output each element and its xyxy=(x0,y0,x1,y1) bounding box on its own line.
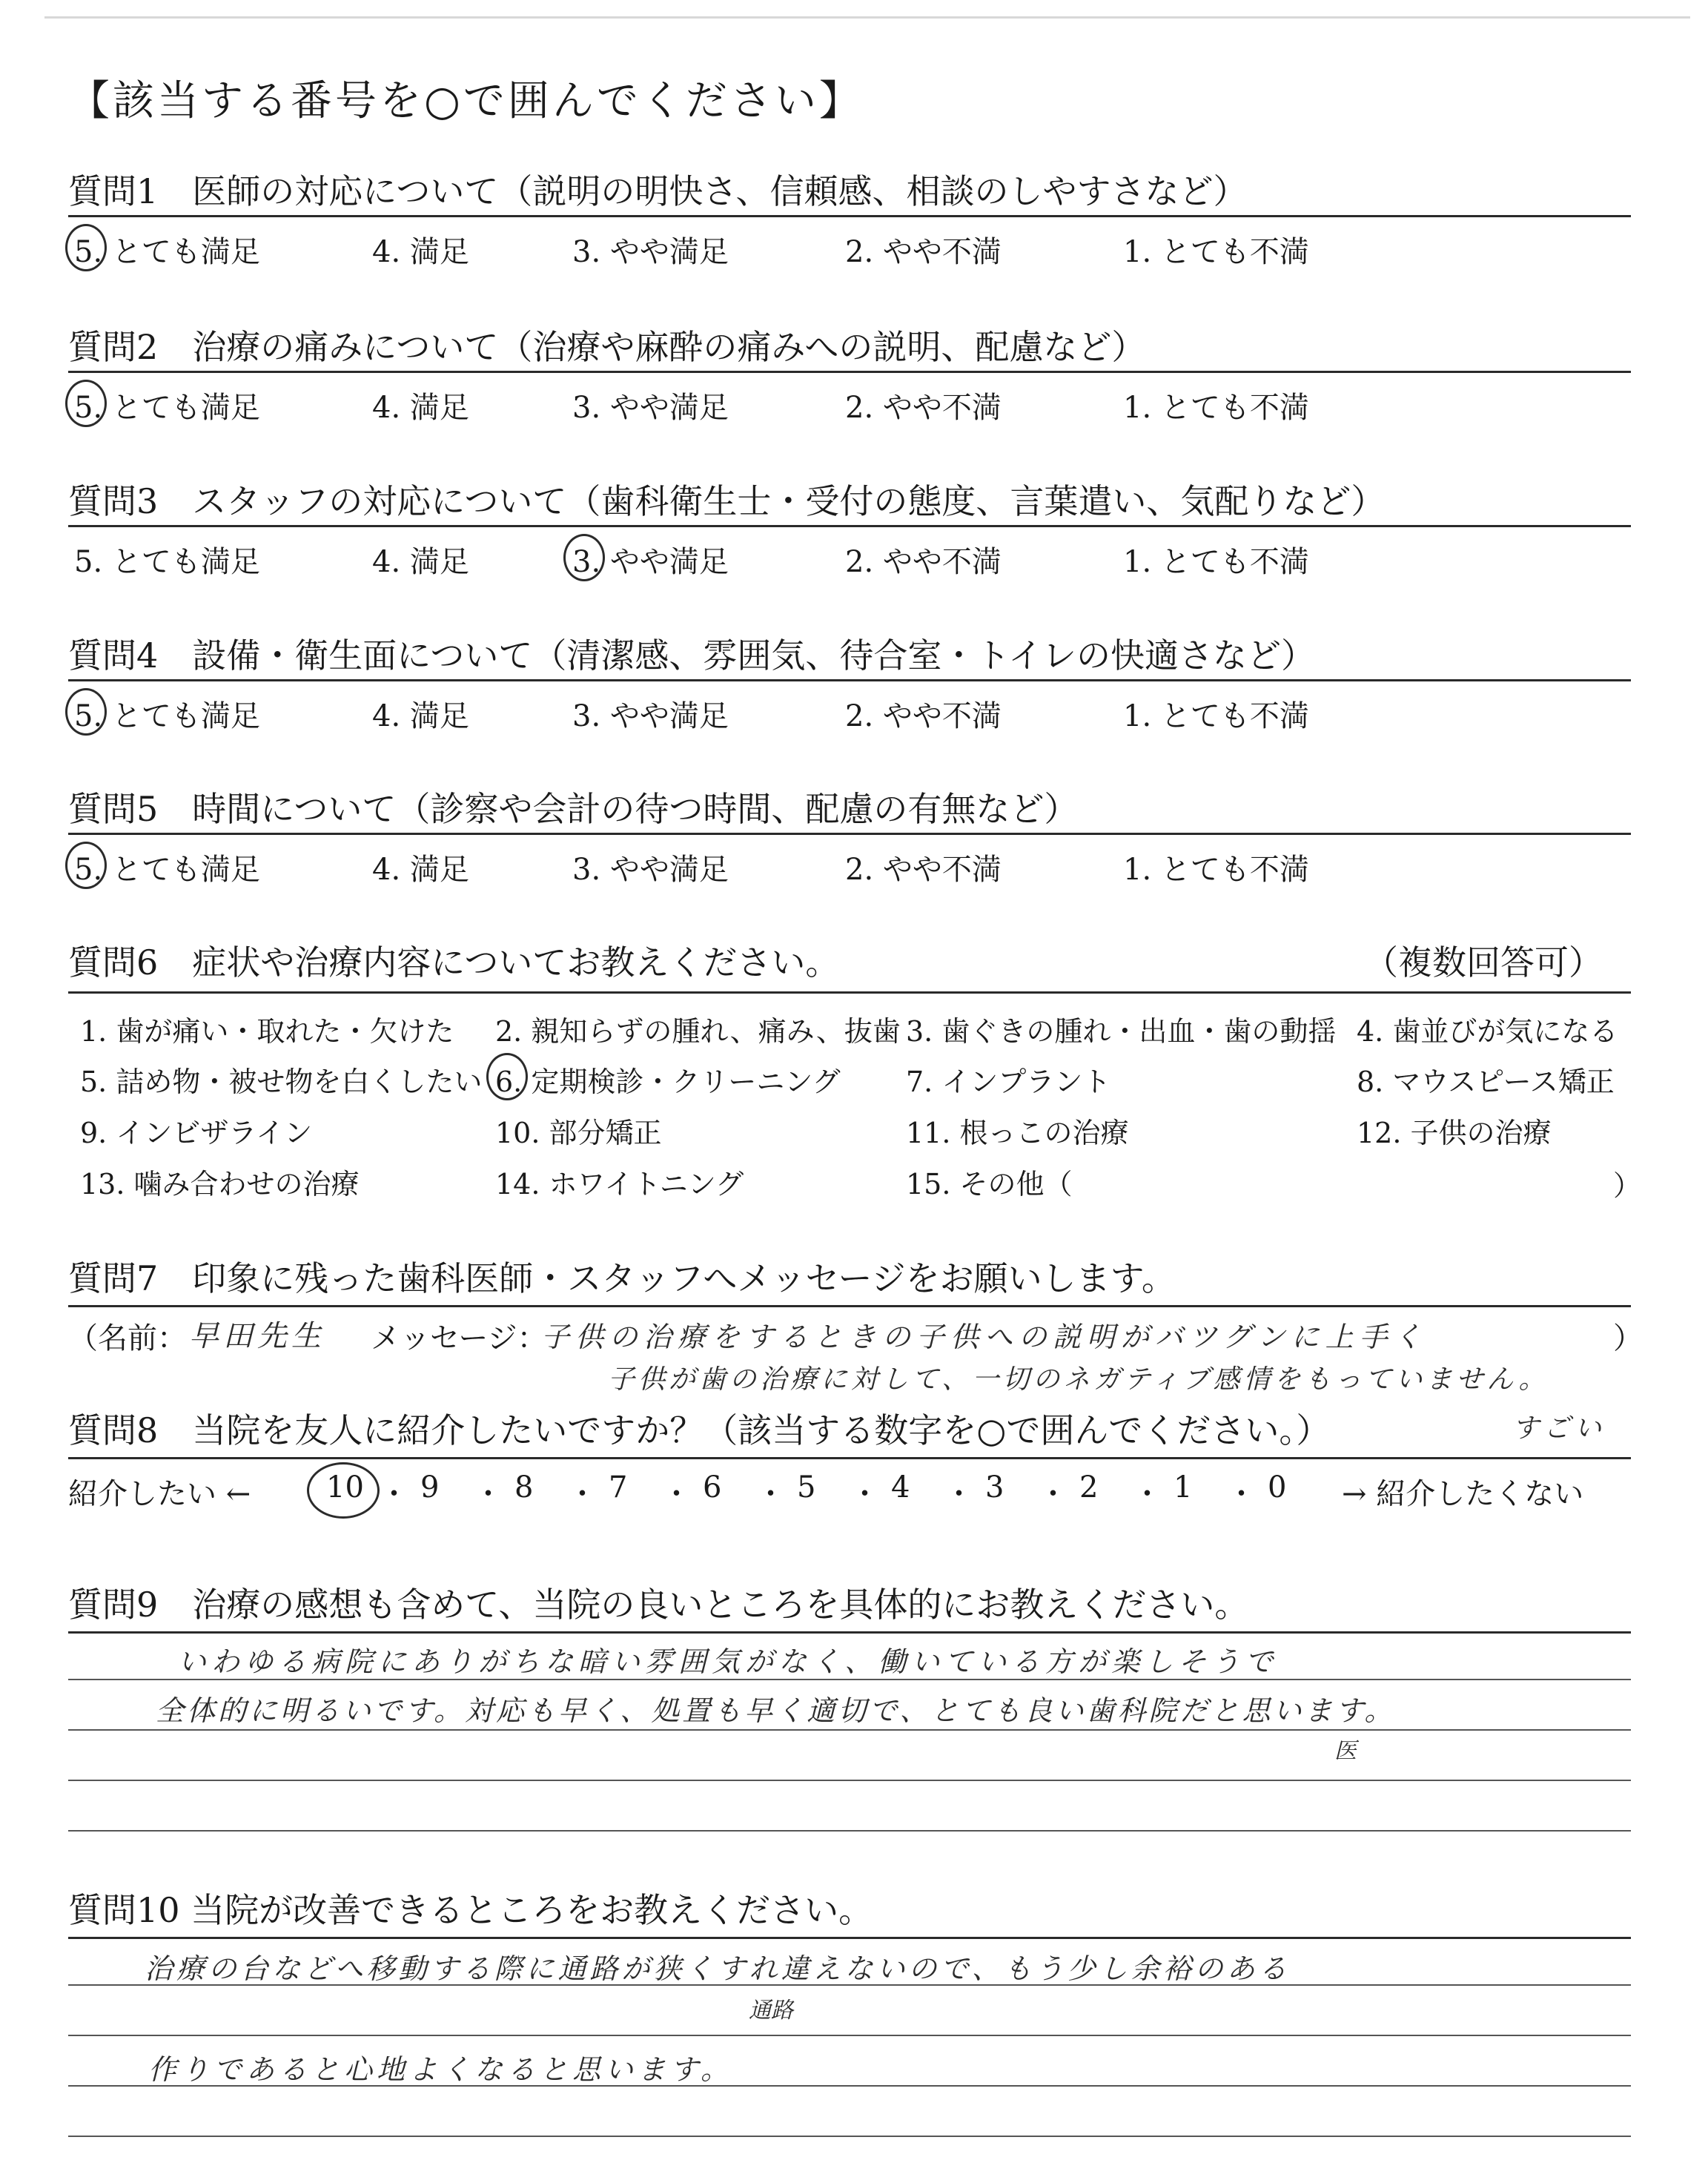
q6-option-1[interactable]: 1. 歯が痛い・取れた・欠けた xyxy=(80,1015,454,1048)
q10-answer-line2: 作りであると心地よくなると思います。 xyxy=(148,2053,733,2086)
q8-scale-separator: ・ xyxy=(850,1477,880,1511)
q10-insert: 通路 xyxy=(749,1998,793,2024)
q8-right-label: → 紹介したくない xyxy=(1342,1477,1584,1511)
q7-underline xyxy=(68,1305,1631,1307)
q6-option-13[interactable]: 13. 噛み合わせの治療 xyxy=(80,1168,360,1200)
q5-option-1[interactable]: 1. とても不満 xyxy=(1123,853,1309,887)
q4-option-5[interactable]: 5. とても満足 xyxy=(74,699,260,733)
q4-underline xyxy=(68,679,1631,681)
q6-option-10[interactable]: 10. 部分矯正 xyxy=(495,1117,662,1149)
q3-underline xyxy=(68,525,1631,527)
q8-scale-separator: ・ xyxy=(1038,1477,1068,1511)
q3-option-1[interactable]: 1. とても不満 xyxy=(1123,545,1309,579)
q7-name-label: （名前： xyxy=(68,1321,187,1355)
q5-option-5[interactable]: 5. とても満足 xyxy=(74,853,260,887)
q6-option-7[interactable]: 7. インプラント xyxy=(906,1066,1111,1098)
q8-scale-5[interactable]: 5 xyxy=(797,1470,816,1505)
q6-option-12[interactable]: 12. 子供の治療 xyxy=(1357,1117,1552,1149)
selection-circle xyxy=(486,1053,528,1100)
q6-title: 質問6 症状や治療内容についてお教えください。 xyxy=(68,942,840,982)
q4-option-3[interactable]: 3. やや満足 xyxy=(572,699,729,733)
q8-scale-2[interactable]: 2 xyxy=(1079,1470,1099,1505)
q8-scale-1[interactable]: 1 xyxy=(1174,1470,1193,1505)
q10-writing-line xyxy=(68,2136,1631,2137)
q2-underline xyxy=(68,371,1631,373)
q2-title: 質問2 治療の痛みについて（治療や麻酔の痛みへの説明、配慮など） xyxy=(68,327,1146,367)
selection-circle xyxy=(65,224,107,271)
q2-option-2[interactable]: 2. やや不満 xyxy=(845,391,1002,425)
q5-option-4[interactable]: 4. 満足 xyxy=(372,853,469,887)
selection-circle xyxy=(65,842,107,889)
q7-message-close: ） xyxy=(1613,1321,1643,1355)
q4-option-2[interactable]: 2. やや不満 xyxy=(845,699,1002,733)
q3-option-3[interactable]: 3. やや満足 xyxy=(572,545,729,579)
selection-circle xyxy=(65,380,107,427)
q3-option-5[interactable]: 5. とても満足 xyxy=(74,545,260,579)
q8-scale-3[interactable]: 3 xyxy=(985,1470,1004,1505)
q8-scale-separator: ・ xyxy=(567,1477,598,1511)
q10-title: 質問10 当院が改善できるところをお教えください。 xyxy=(68,1890,873,1930)
q5-title: 質問5 時間について（診察や会計の待つ時間、配慮の有無など） xyxy=(68,789,1079,829)
q4-option-1[interactable]: 1. とても不満 xyxy=(1123,699,1309,733)
q6-underline xyxy=(68,991,1631,994)
q3-option-4[interactable]: 4. 満足 xyxy=(372,545,469,579)
q8-scale-9[interactable]: 9 xyxy=(420,1470,440,1505)
q8-scale-10[interactable]: 10 xyxy=(326,1470,364,1505)
q8-scale-separator: ・ xyxy=(944,1477,974,1511)
q9-writing-line xyxy=(68,1729,1631,1731)
q8-title: 質問8 当院を友人に紹介したいですか？（該当する数字を○で囲んでください。） xyxy=(68,1410,1331,1450)
q3-option-2[interactable]: 2. やや不満 xyxy=(845,545,1002,579)
q9-writing-line xyxy=(68,1830,1631,1832)
q6-option-5[interactable]: 5. 詰め物・被せ物を白くしたい xyxy=(80,1066,483,1098)
q6-option-8[interactable]: 8. マウスピース矯正 xyxy=(1357,1066,1615,1098)
q6-option-4[interactable]: 4. 歯並びが気になる xyxy=(1357,1015,1618,1048)
q5-underline xyxy=(68,833,1631,835)
q1-option-2[interactable]: 2. やや不満 xyxy=(845,235,1002,269)
q6-option-9[interactable]: 9. インビザライン xyxy=(80,1117,313,1149)
q5-option-3[interactable]: 3. やや満足 xyxy=(572,853,729,887)
q6-option-14[interactable]: 14. ホワイトニング xyxy=(495,1168,744,1200)
q8-scale-0[interactable]: 0 xyxy=(1268,1470,1287,1505)
q7-name-value: 早田先生 xyxy=(189,1319,325,1353)
q6-other-close: ） xyxy=(1613,1169,1642,1202)
q8-scale-4[interactable]: 4 xyxy=(891,1470,910,1505)
q4-title: 質問4 設備・衛生面について（清潔感、雰囲気、待合室・トイレの快適さなど） xyxy=(68,635,1316,676)
q1-option-4[interactable]: 4. 満足 xyxy=(372,235,469,269)
q8-scale-separator: ・ xyxy=(1226,1477,1257,1511)
q8-scale-8[interactable]: 8 xyxy=(514,1470,534,1505)
q7-message-line3: すごい xyxy=(1512,1413,1606,1444)
q6-option-6[interactable]: 6. 定期検診・クリーニング xyxy=(495,1066,841,1098)
q1-option-1[interactable]: 1. とても不満 xyxy=(1123,235,1309,269)
q5-option-2[interactable]: 2. やや不満 xyxy=(845,853,1002,887)
q7-message-label: メッセージ： xyxy=(371,1321,547,1355)
q8-left-label: 紹介したい ← xyxy=(68,1477,251,1511)
q8-scale-6[interactable]: 6 xyxy=(703,1470,722,1505)
selection-circle xyxy=(65,688,107,736)
q9-answer-line2: 全体的に明るいです。対応も早く、処置も早く適切で、とても良い歯科院だと思います。 xyxy=(156,1694,1396,1727)
q8-scale-separator: ・ xyxy=(1132,1477,1162,1511)
q2-option-4[interactable]: 4. 満足 xyxy=(372,391,469,425)
q6-option-15[interactable]: 15. その他（ xyxy=(906,1168,1073,1200)
q8-scale-separator: ・ xyxy=(473,1477,503,1511)
q8-scale-separator: ・ xyxy=(755,1477,786,1511)
q10-writing-line xyxy=(68,2035,1631,2036)
selection-circle xyxy=(563,534,605,581)
q9-insert: 医 xyxy=(1334,1738,1357,1764)
q7-message-line1: 子供の治療をするときの子供への説明がバツグンに上手く xyxy=(541,1321,1428,1353)
q1-underline xyxy=(68,215,1631,217)
q9-title: 質問9 治療の感想も含めて、当院の良いところを具体的にお教えください。 xyxy=(68,1585,1249,1625)
q10-underline xyxy=(68,1937,1631,1939)
q2-option-3[interactable]: 3. やや満足 xyxy=(572,391,729,425)
q8-scale-separator: ・ xyxy=(661,1477,692,1511)
q6-note: （複数回答可） xyxy=(1364,942,1603,982)
q7-title: 質問7 印象に残った歯科医師・スタッフへメッセージをお願いします。 xyxy=(68,1258,1176,1298)
q8-underline xyxy=(68,1457,1631,1459)
selection-circle xyxy=(307,1462,380,1519)
q6-option-3[interactable]: 3. 歯ぐきの腫れ・出血・歯の動揺 xyxy=(906,1015,1337,1048)
q2-option-5[interactable]: 5. とても満足 xyxy=(74,391,260,425)
q8-scale-separator: ・ xyxy=(379,1477,409,1511)
q9-writing-line xyxy=(68,1780,1631,1781)
q9-answer-line1: いわゆる病院にありがちな暗い雰囲気がなく、働いている方が楽しそうで xyxy=(178,1645,1279,1678)
q10-answer-line1: 治療の台などへ移動する際に通路が狭くすれ違えないので、もう少し余裕のある xyxy=(145,1952,1291,1985)
q9-underline xyxy=(68,1631,1631,1634)
q4-option-4[interactable]: 4. 満足 xyxy=(372,699,469,733)
page-header: 【該当する番号を○で囲んでください】 xyxy=(68,77,864,125)
q1-option-3[interactable]: 3. やや満足 xyxy=(572,235,729,269)
q6-option-2[interactable]: 2. 親知らずの腫れ、痛み、抜歯 xyxy=(495,1015,901,1048)
q1-title: 質問1 医師の対応について（説明の明快さ、信頼感、相談のしやすさなど） xyxy=(68,171,1248,211)
q7-message-line2: 子供が歯の治療に対して、一切のネガティブ感情をもっていません。 xyxy=(608,1364,1549,1395)
q8-scale-7[interactable]: 7 xyxy=(609,1470,628,1505)
q2-option-1[interactable]: 1. とても不満 xyxy=(1123,391,1309,425)
q3-title: 質問3 スタッフの対応について（歯科衛生士・受付の態度、言葉遣い、気配りなど） xyxy=(68,481,1386,521)
q1-option-5[interactable]: 5. とても満足 xyxy=(74,235,260,269)
q6-option-11[interactable]: 11. 根っこの治療 xyxy=(906,1117,1129,1149)
top-border xyxy=(44,16,1690,19)
